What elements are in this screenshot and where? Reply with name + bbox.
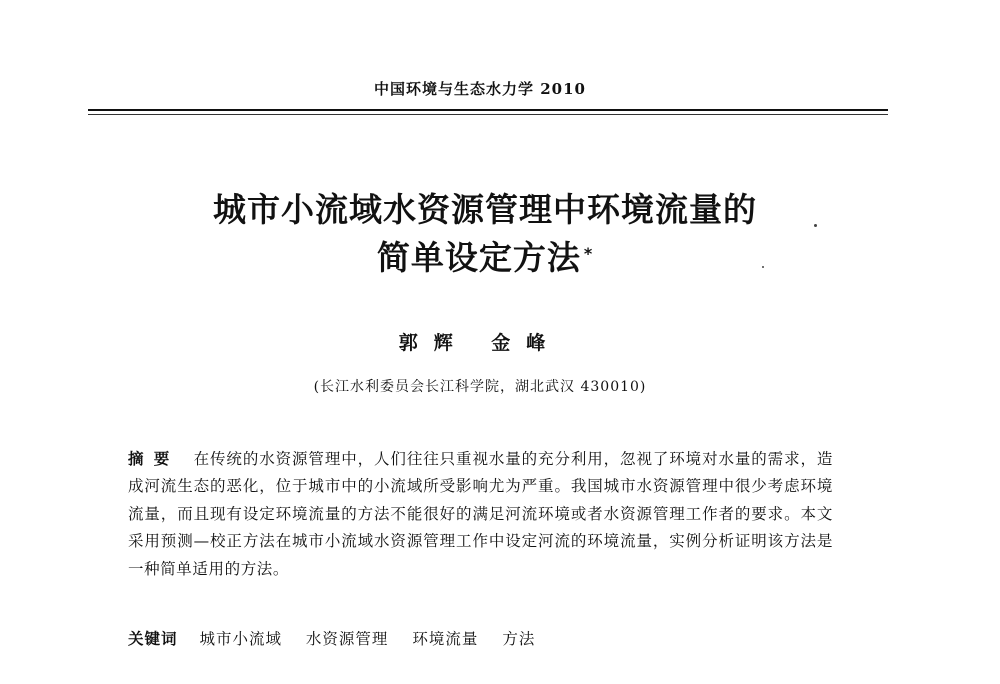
abstract-label: 摘要: [128, 450, 180, 468]
author-names: 郭辉 金峰: [398, 332, 562, 354]
abstract-text: 在传统的水资源管理中，人们往往只重视水量的充分利用，忽视了环境对水量的需求，造成河流生态的恶化，位于城市中的小流域所受影响尤为严重。我国城市水资源管理中很少考虑环境流量，而且现有设定环境流量的方法不能很好的满足河流环境或者水资源管理工作者的要求。本文采用预测—校正方法在城市小流域水资源管理工作中设定河流的环境流量，实例分析证明该方法是一种简单适用的方法。: [128, 450, 833, 578]
keyword-item: 水资源管理: [305, 630, 389, 648]
header-rule-thick: [88, 109, 888, 111]
abstract-block: [128, 446, 833, 583]
keywords-label: 关键词: [128, 630, 178, 648]
journal-header: 中国环境与生态水力学 2010: [374, 80, 586, 98]
title-line-2: 简单设定方法: [376, 238, 581, 277]
title-line-2-wrap: [0, 234, 970, 282]
title-line-1: 城市小流域水资源管理中环境流量的: [213, 190, 757, 229]
title-footnote-mark: *: [583, 244, 594, 263]
scan-speck: [814, 224, 817, 227]
keyword-item: 方法: [502, 630, 536, 648]
paper-title: [0, 186, 970, 282]
keywords-block: [128, 627, 833, 649]
author-affiliation: (长江水利委员会长江科学院，湖北武汉 430010): [313, 379, 647, 395]
keyword-item: 环境流量: [412, 630, 479, 648]
keyword-item: 城市小流域: [199, 630, 282, 648]
header-rule-thin: [88, 114, 888, 115]
scan-speck: [762, 266, 764, 268]
